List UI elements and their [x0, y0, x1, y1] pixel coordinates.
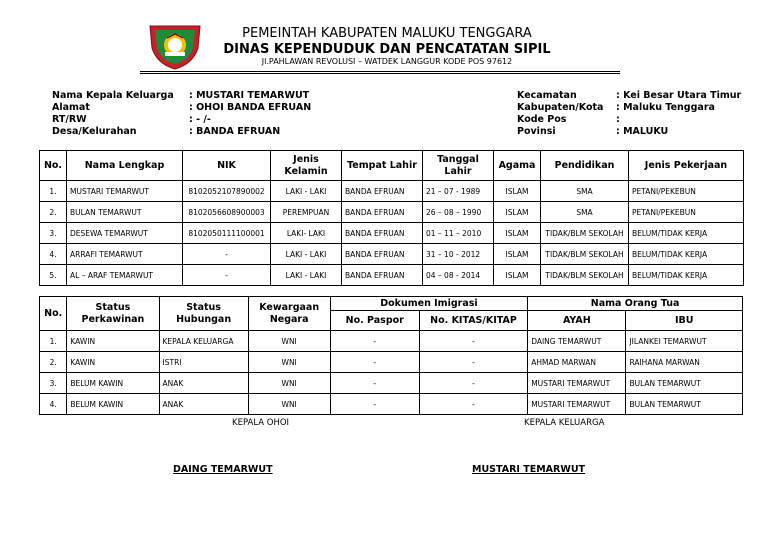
- info-row: [517, 126, 741, 138]
- cell-jenis-pekerjaan: BELUM/TIDAK KERJA: [629, 223, 744, 244]
- cell-pendidikan: SMA: [541, 181, 629, 202]
- info-row: [517, 102, 741, 114]
- cell-nik: 8102056608900003: [183, 202, 271, 223]
- cell-kewargaan-negara: WNI: [248, 394, 330, 415]
- table-row: [40, 181, 744, 202]
- cell-nama-lengkap: DESEWA TEMARWUT: [67, 223, 183, 244]
- header-address: Jl.PAHLAWAN REVOLUSI – WATDEK LANGGUR KODE POS 97612: [261, 57, 513, 66]
- cell-jenis-pekerjaan: PETANI/PEKEBUN: [629, 202, 744, 223]
- cell-jenis-kelamin: LAKI - LAKI: [271, 265, 342, 286]
- cell-no-kitas: -: [419, 331, 527, 352]
- info-row: [52, 126, 311, 138]
- col-header-pendidikan: Pendidikan: [541, 151, 629, 181]
- cell-tempat-lahir: BANDA EFRUAN: [342, 265, 423, 286]
- cell-tanggal-lahir: 21 – 07 - 1989: [423, 181, 494, 202]
- cell-tanggal-lahir: 04 – 08 - 2014: [423, 265, 494, 286]
- cell-status-perkawinan: BELUM KAWIN: [67, 394, 159, 415]
- info-label: Povinsi: [517, 126, 556, 137]
- table-row: [40, 223, 744, 244]
- signature-title-kepala-keluarga: KEPALA KELUARGA: [524, 418, 605, 428]
- info-value: : MUSTARI TEMARWUT: [189, 90, 310, 101]
- cell-status-hubungan: KEPALA KELUARGA: [159, 331, 248, 352]
- signature-name-kepala-keluarga: MUSTARI TEMARWUT: [472, 464, 586, 475]
- signature-name-kepala-ohoi: DAING TEMARWUT: [173, 464, 273, 475]
- cell-tempat-lahir: BANDA EFRUAN: [342, 181, 423, 202]
- header-agency-name: DINAS KEPENDUDUK DAN PENCATATAN SIPIL: [223, 42, 551, 57]
- cell-ayah: DAING TEMARWUT: [528, 331, 626, 352]
- cell-tanggal-lahir: 01 – 11 – 2010: [423, 223, 494, 244]
- cell-nama-lengkap: MUSTARI TEMARWUT: [67, 181, 183, 202]
- table-row: [40, 352, 743, 373]
- col-header-tempat-lahir: Tempat Lahir: [342, 151, 423, 181]
- cell-no: 1.: [40, 331, 67, 352]
- col-header-status-perkawinan: Status Perkawinan: [67, 297, 159, 331]
- cell-jenis-pekerjaan: BELUM/TIDAK KERJA: [629, 244, 744, 265]
- cell-status-perkawinan: KAWIN: [67, 331, 159, 352]
- cell-nama-lengkap: BULAN TEMARWUT: [67, 202, 183, 223]
- cell-agama: ISLAM: [494, 181, 541, 202]
- table-row: [40, 244, 744, 265]
- info-row: [52, 114, 311, 126]
- cell-pendidikan: TIDAK/BLM SEKOLAH: [541, 265, 629, 286]
- family-info-right: [517, 90, 741, 138]
- cell-tanggal-lahir: 31 – 10 - 2012: [423, 244, 494, 265]
- cell-ayah: AHMAD MARWAN: [528, 352, 626, 373]
- cell-nama-lengkap: ARRAFI TEMARWUT: [67, 244, 183, 265]
- col-header-nik: NIK: [183, 151, 271, 181]
- cell-no-paspor: -: [330, 373, 419, 394]
- info-row: [517, 114, 741, 126]
- cell-nik: 8102050111100001: [183, 223, 271, 244]
- cell-ibu: BULAN TEMARWUT: [626, 373, 743, 394]
- cell-tempat-lahir: BANDA EFRUAN: [342, 223, 423, 244]
- info-label: Nama Kepala Keluarga: [52, 90, 174, 101]
- cell-agama: ISLAM: [494, 265, 541, 286]
- info-value: : - /-: [189, 114, 211, 125]
- info-label: Alamat: [52, 102, 90, 113]
- info-value: : MALUKU: [616, 126, 669, 137]
- cell-jenis-kelamin: LAKI- LAKI: [271, 223, 342, 244]
- cell-jenis-kelamin: LAKI - LAKI: [271, 181, 342, 202]
- cell-no-paspor: -: [330, 331, 419, 352]
- cell-ayah: MUSTARI TEMARWUT: [528, 394, 626, 415]
- table-row: [40, 373, 743, 394]
- family-members-table: [39, 150, 744, 286]
- cell-jenis-kelamin: PEREMPUAN: [271, 202, 342, 223]
- status-documents-table: [39, 296, 743, 415]
- cell-tempat-lahir: BANDA EFRUAN: [342, 202, 423, 223]
- table-row: [40, 394, 743, 415]
- col-header-dokumen-imigrasi: Dokumen Imigrasi: [330, 297, 528, 311]
- cell-no-kitas: -: [419, 352, 527, 373]
- col-header-no: No.: [40, 151, 67, 181]
- cell-no-paspor: -: [330, 394, 419, 415]
- table-row: [40, 265, 744, 286]
- family-info-left: [52, 90, 311, 138]
- info-label: Desa/Kelurahan: [52, 126, 137, 137]
- col-header-jenis-pekerjaan: Jenis Pekerjaan: [629, 151, 744, 181]
- cell-no: 1.: [40, 181, 67, 202]
- cell-no: 2.: [40, 202, 67, 223]
- col-header-ayah: AYAH: [528, 311, 626, 331]
- cell-kewargaan-negara: WNI: [248, 373, 330, 394]
- header-divider: [140, 71, 620, 72]
- cell-nik: -: [183, 244, 271, 265]
- cell-ibu: JILANKEI TEMARWUT: [626, 331, 743, 352]
- cell-agama: ISLAM: [494, 202, 541, 223]
- table-row: [40, 202, 744, 223]
- cell-agama: ISLAM: [494, 244, 541, 265]
- signature-title-kepala-ohoi: KEPALA OHOI: [232, 418, 290, 428]
- cell-nama-lengkap: AL – ARAF TEMARWUT: [67, 265, 183, 286]
- cell-kewargaan-negara: WNI: [248, 352, 330, 373]
- cell-no-kitas: -: [419, 394, 527, 415]
- cell-no: 4.: [40, 394, 67, 415]
- col-header-ibu: IBU: [626, 311, 743, 331]
- col-header-agama: Agama: [494, 151, 541, 181]
- col-header-kewargaan-negara: Kewargaan Negara: [248, 297, 330, 331]
- col-header-no-paspor: No. Paspor: [330, 311, 419, 331]
- cell-nik: -: [183, 265, 271, 286]
- cell-no-kitas: -: [419, 373, 527, 394]
- cell-ibu: RAIHANA MARWAN: [626, 352, 743, 373]
- info-label: Kabupaten/Kota: [517, 102, 604, 113]
- cell-status-perkawinan: BELUM KAWIN: [67, 373, 159, 394]
- cell-no: 5.: [40, 265, 67, 286]
- cell-status-perkawinan: KAWIN: [67, 352, 159, 373]
- cell-jenis-kelamin: LAKI - LAKI: [271, 244, 342, 265]
- cell-ibu: BULAN TEMARWUT: [626, 394, 743, 415]
- cell-no: 4.: [40, 244, 67, 265]
- info-label: Kecamatan: [517, 90, 577, 101]
- cell-kewargaan-negara: WNI: [248, 331, 330, 352]
- cell-jenis-pekerjaan: PETANI/PEKEBUN: [629, 181, 744, 202]
- cell-pendidikan: TIDAK/BLM SEKOLAH: [541, 223, 629, 244]
- cell-agama: ISLAM: [494, 223, 541, 244]
- col-header-tanggal-lahir: Tanggal Lahir: [423, 151, 494, 181]
- cell-status-hubungan: ANAK: [159, 394, 248, 415]
- info-label: Kode Pos: [517, 114, 567, 125]
- cell-jenis-pekerjaan: BELUM/TIDAK KERJA: [629, 265, 744, 286]
- cell-pendidikan: TIDAK/BLM SEKOLAH: [541, 244, 629, 265]
- info-row: [52, 90, 311, 102]
- cell-pendidikan: SMA: [541, 202, 629, 223]
- header-divider: [140, 73, 620, 74]
- cell-no: 3.: [40, 223, 67, 244]
- cell-status-hubungan: ISTRI: [159, 352, 248, 373]
- info-label: RT/RW: [52, 114, 87, 125]
- info-row: [517, 90, 741, 102]
- header-government-name: PEMEINTAH KABUPATEN MALUKU TENGGARA: [242, 26, 532, 41]
- cell-ayah: MUSTARI TEMARWUT: [528, 373, 626, 394]
- col-header-no: No.: [40, 297, 67, 331]
- info-value: : Kei Besar Utara Timur: [616, 90, 742, 101]
- col-header-no-kitas: No. KITAS/KITAP: [419, 311, 527, 331]
- cell-nik: 8102052107890002: [183, 181, 271, 202]
- info-value: : Maluku Tenggara: [616, 102, 715, 113]
- col-header-nama-orang-tua: Nama Orang Tua: [528, 297, 743, 311]
- cell-no-paspor: -: [330, 352, 419, 373]
- info-value: : BANDA EFRUAN: [189, 126, 281, 137]
- table-row: [40, 331, 743, 352]
- cell-status-hubungan: ANAK: [159, 373, 248, 394]
- col-header-nama-lengkap: Nama Lengkap: [67, 151, 183, 181]
- cell-tempat-lahir: BANDA EFRUAN: [342, 244, 423, 265]
- info-value: : OHOI BANDA EFRUAN: [189, 102, 312, 113]
- info-value: :: [616, 114, 620, 125]
- info-row: [52, 102, 311, 114]
- col-header-status-hubungan: Status Hubungan: [159, 297, 248, 331]
- col-header-jenis-kelamin: Jenis Kelamin: [271, 151, 342, 181]
- cell-no: 3.: [40, 373, 67, 394]
- cell-tanggal-lahir: 26 – 08 – 1990: [423, 202, 494, 223]
- cell-no: 2.: [40, 352, 67, 373]
